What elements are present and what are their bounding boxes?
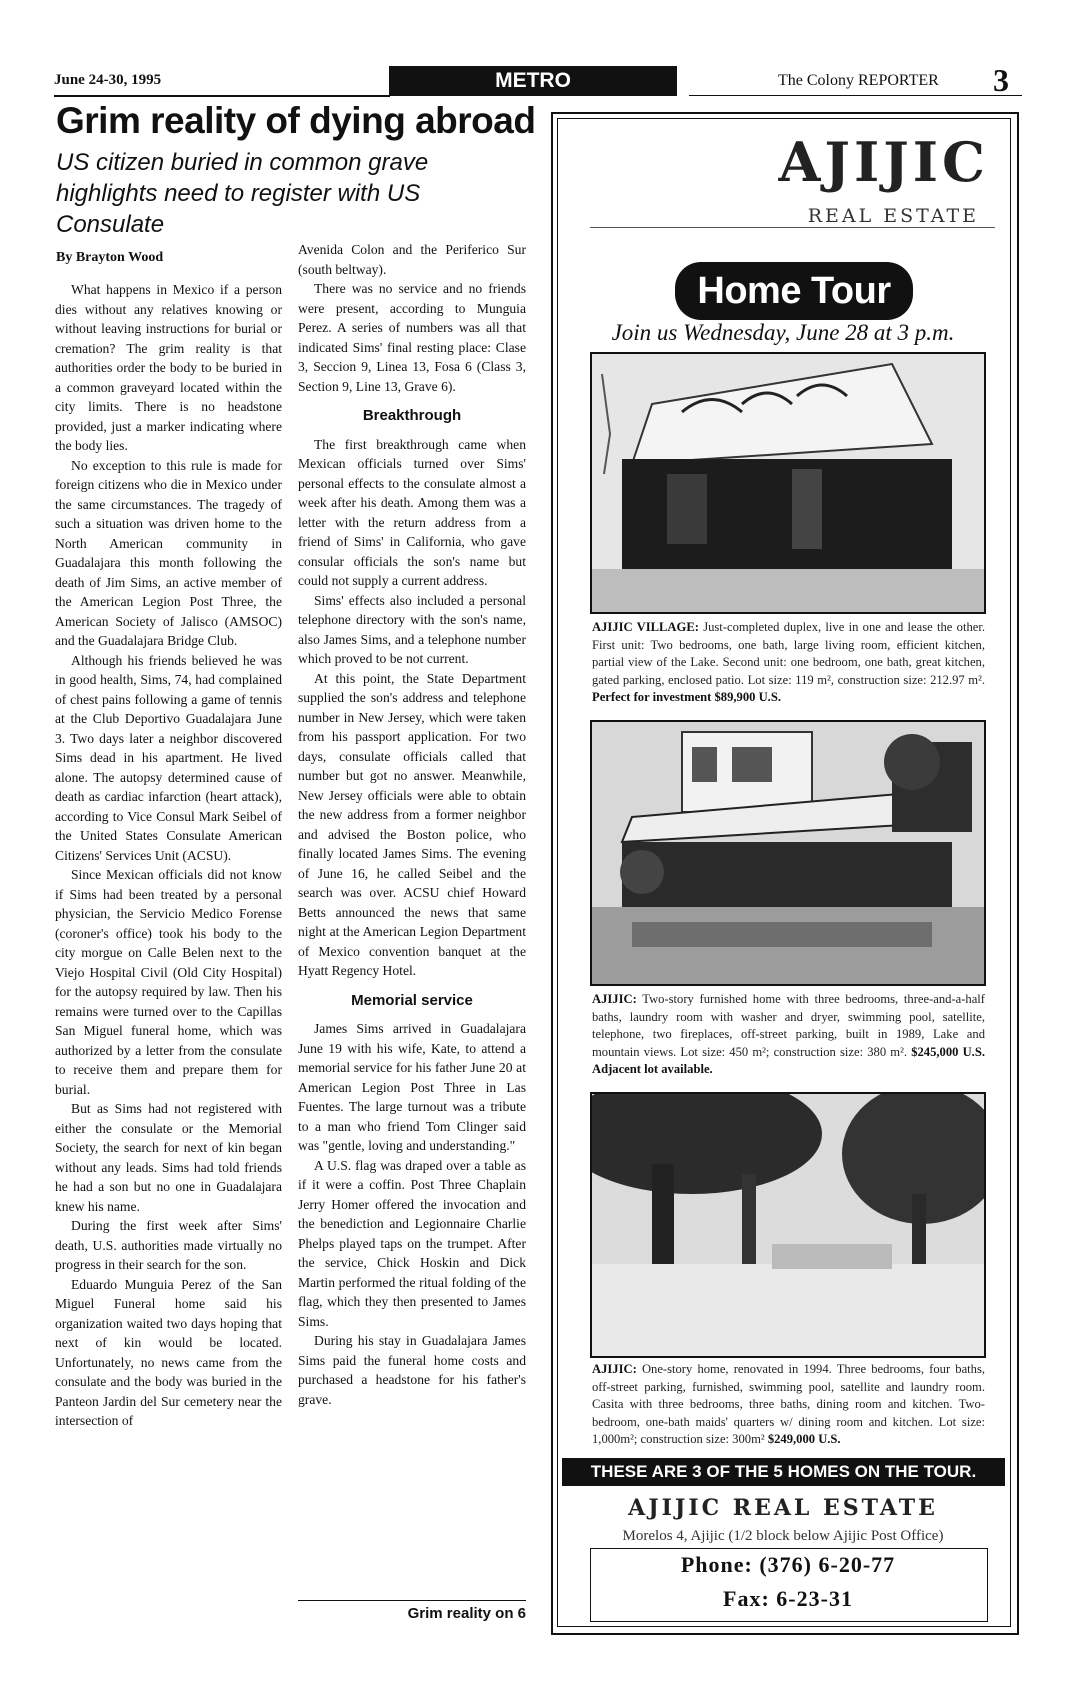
listing-1: [592, 619, 985, 707]
paragraph: During the first week after Sims' death, U.S. authorities made virtually no progress in their search for the son.: [55, 1218, 282, 1272]
article-column-2: [298, 240, 526, 1409]
paragraph: A U.S. flag was draped over a table as if it were a coffin. Post Three Chaplain Jerry Homer offered the invocation and the benediction and Legionnaire Charlie Phelps played taps on the trumpet. After the service, Chick Hoskin and Dick Martin performed the ritual folding of the flag, which they then presented to James Sims.: [298, 1157, 526, 1329]
house-photo-1: [590, 352, 986, 614]
listing-description: One-story home, renovated in 1994. Three bedrooms, four baths, off-street parking, furnished, swimming pool, satellite and laundry room. Casita with three bedrooms, three baths, dining room and kitchen. Two-bedroom, one-bath maids' quarters w/ dining room and kitchen. Lot size: 1,000m²; construction size: 300m²: [592, 1362, 986, 1446]
house-photo-3: [590, 1092, 986, 1358]
phone-number: Phone: (376) 6-20-77: [680, 1552, 896, 1577]
header-rule: [54, 95, 390, 97]
fax-number: Fax: 6-23-31: [723, 1586, 853, 1611]
ad-logo: AJIJIC: [778, 130, 989, 194]
paragraph: Sims' effects also included a personal telephone directory with the son's name, also James Sims, and a telephone number which proved to be not current.: [298, 592, 526, 666]
tour-banner: THESE ARE 3 OF THE 5 HOMES ON THE TOUR.: [562, 1458, 1005, 1486]
listing-description: Two-story furnished home with three bedrooms, three-and-a-half baths, laundry room with washer and dryer, swimming pool, satellite, telephone, two fireplaces, off-street parking, built in 1989, Lake and mountain views. Lot size: 450 m²; construction size: 380 m².: [592, 992, 986, 1059]
byline: By Brayton Wood: [56, 250, 164, 265]
subheadline: US citizen buried in common grave highlights need to register with US Consulate: [56, 149, 429, 238]
paragraph: Avenida Colon and the Periferico Sur (south beltway).: [298, 242, 526, 277]
paragraph: No exception to this rule is made for foreign citizens who die in Mexico under the same circumstances. The tragedy of such a situation was driven home to the North American community in Guadalajara this month following the death of Jim Sims, an active member of the American Legion Post Three, the American Society of Jalisco (AMSOC) and the Guadalajara Bridge Club.: [55, 457, 282, 648]
listing-price: Perfect for investment $89,900 U.S.: [592, 690, 781, 704]
newspaper-name: The Colony REPORTER: [778, 72, 939, 89]
ad-logo-rule: [590, 227, 995, 228]
paragraph: There was no service and no friends were present, according to Munguia Perez. A series of numbers was all that indicated Sims' final resting place: Clase 3, Seccion 9, Linea 13, Fosa 6 (Class 3, Section 9, Line 13, Grave 6).: [298, 281, 526, 394]
listing-price: $245,000 U.S. Adjacent lot available.: [592, 1044, 985, 1076]
paragraph: Although his friends believed he was in good health, Sims, 74, had complained of chest pains following a game of tennis at the Club Deportivo Guadalajara June 3. Two days later a neighbor discovered Sims dead in his apartment. He lived alone. The autopsy determined cause of death as cardiac infarction (heart attack), according to Vice Consul Mark Seibel of the United States Consulate American Citizens' Services Unit (ACSU).: [55, 652, 282, 863]
article-column-1: [55, 280, 282, 1431]
paragraph: James Sims arrived in Guadalajara June 19 with his wife, Kate, to attend a memorial service for his father June 20 at American Legion Post Three in Las Fuentes. The large turnout was a tribute to a man who friend Tom Clinger said was "gentle, loving and understanding.": [298, 1021, 526, 1153]
page-number: 3: [993, 62, 1009, 98]
section-label: METRO: [389, 66, 677, 96]
tour-date: Join us Wednesday, June 28 at 3 p.m.: [611, 320, 955, 345]
listing-label: AJIJIC:: [592, 992, 637, 1006]
section-heading-memorial: Memorial service: [351, 991, 473, 1009]
house-photo-2: [590, 720, 986, 986]
listing-description: Just-completed duplex, live in one and lease the other. First unit: Two bedrooms, one bath, large living room, efficient kitchen, partial view of the Lake. Second unit: one bedroom, one bath, great kitchen, gated parking, enclosed patio. Lot size: 119 m², construction size: 212.97 m².: [592, 620, 985, 687]
paragraph: But as Sims had not registered with either the consulate or the Memorial Society, the search for next of kin began without any leads. Sims had told friends he had a son but no one in Guadalajara knew his name.: [55, 1101, 282, 1214]
header-rule-right: [689, 95, 1022, 96]
listing-3: [592, 1361, 985, 1449]
listing-2: [592, 991, 985, 1079]
paragraph: Since Mexican officials did not know if Sims had been treated by a personal physician, the Servicio Medico Forense (coroner's office) took his body to the city morgue on Calle Belen next to the Viejo Hospital Civil (Old City Hospital) for the autopsy required by law. Then his remains were turned over to the Capillas San Miguel funeral home, which was authorized by a letter from the consulate to receive them and prepare them for burial.: [55, 867, 282, 1097]
paragraph: At this point, the State Department supplied the son's address and telephone number in New Jersey, which were taken from his passport application. For two days, consulate officials called that number but got no answer. Meanwhile, New Jersey officials were able to obtain the new address from a former neighbor and advised the Boston police, who finally located James Sims. The evening of June 16, he called Seibel and the search was over. ACSU chief Howard Betts announced the news that same night at the American Legion Department of Mexico convention banquet at the Hyatt Regency Hotel.: [298, 670, 526, 978]
paragraph: What happens in Mexico if a person dies without any relatives knowing or without leaving instructions for burial or cremation? The grim reality is that authorities order the body to be buried in a common graveyard located within the city limits. There is no headstone provided, just a marker indicating where the body lies.: [55, 282, 282, 453]
issue-date: June 24-30, 1995: [54, 72, 162, 88]
paragraph: The first breakthrough came when Mexican officials turned over Sims' personal effects to the consulate almost a week after his death. Among them was a letter with the return address from a friend of Sims' in California, who gave consular officials the son's name but could not supply a current address.: [298, 436, 526, 588]
ad-footer-name: AJIJIC REAL ESTATE: [628, 1495, 938, 1521]
home-tour-badge: Home Tour: [675, 262, 913, 320]
listing-label: AJIJIC VILLAGE:: [592, 620, 699, 634]
headline: Grim reality of dying abroad: [56, 100, 536, 141]
section-heading-breakthrough: Breakthrough: [362, 407, 462, 424]
jump-rule: [298, 1600, 526, 1601]
continuation-jump: Grim reality on 6: [407, 1605, 526, 1622]
listing-label: AJIJIC:: [592, 1362, 637, 1376]
ad-logo-subtitle: REAL ESTATE: [807, 205, 979, 227]
listing-price: $249,000 U.S.: [767, 1432, 841, 1446]
paragraph: Eduardo Munguia Perez of the San Miguel Funeral home said his organization waited two days hoping that next of kin would be located. Unfortunately, no news came from the consulate and the body was buried in the Panteon Jardin del Sur cemetery near the intersection of: [55, 1276, 282, 1428]
ad-address: Morelos 4, Ajijic (1/2 block below Ajijic Post Office): [622, 1528, 944, 1544]
paragraph: During his stay in Guadalajara James Sims paid the funeral home costs and purchased a headstone for his father's grave.: [298, 1333, 526, 1407]
